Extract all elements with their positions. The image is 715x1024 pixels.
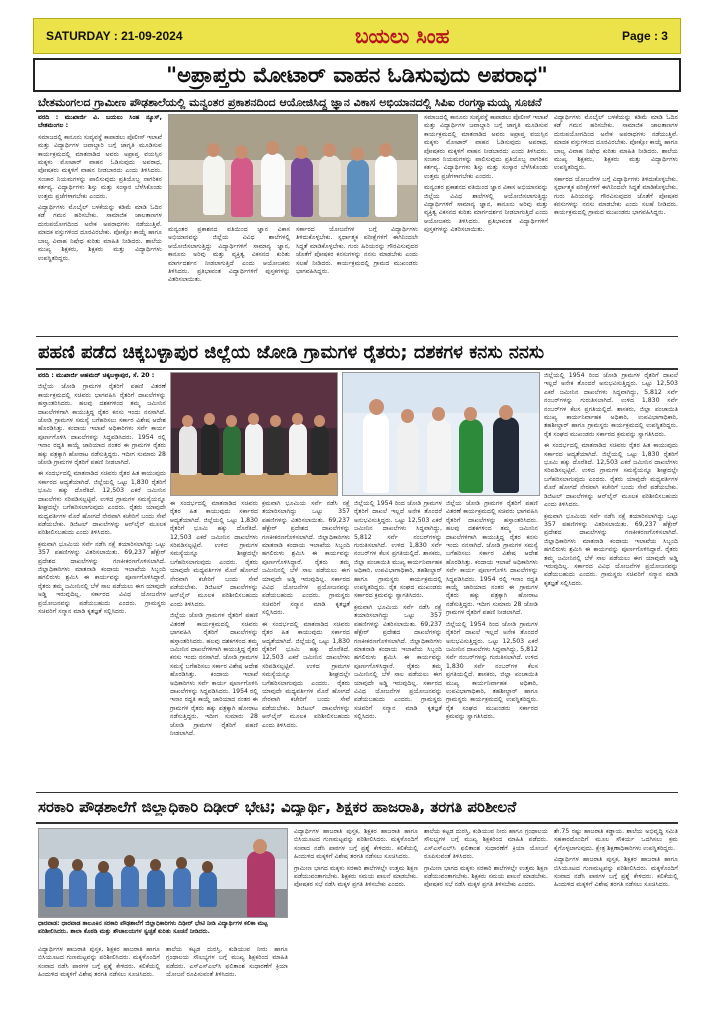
story3-text-1: ವಿದ್ಯಾರ್ಥಿಗಳ ಹಾಜರಾತಿ ಪುಸ್ತಕ, ಶಿಕ್ಷಕರ ಹಾಜರಾತಿ ಹಾಗೂ ಬಿಸಿಯೂಟದ ಗುಣಮಟ್ಟವನ್ನು ಪರಿಶೀಲಿಸಿದರು. ಮಕ್ಕಳೊಂದಿಗೆ ಸಂವಾದ ನಡೆಸಿ ಪಾಠಗಳ ಬಗ್ಗೆ ಪ್ರಶ್ನೆ ಕೇಳಿದರು. ಕಲಿಕೆಯಲ್ಲಿ ಹಿಂದುಳಿದ ಮಕ್ಕಳಿಗೆ ವಿಶೇಷ ತರಗತಿ ನಡೆಸಲು ಸೂಚಿಸಿದರು. — [38, 946, 160, 979]
story3-text-2: ಶಾಲೆಯ ಕಟ್ಟಡ ದುರಸ್ತಿ, ಕುಡಿಯುವ ನೀರು ಹಾಗೂ ಗ್ರಂಥಾಲಯ ಸೌಲಭ್ಯಗಳ ಬಗ್ಗೆ ಮುಖ್ಯ ಶಿಕ್ಷಕರಿಂದ ಮಾಹಿತಿ ಪಡೆದರು. ಎಸ್ಎಸ್ಎಲ್‌ಸಿ ಫಲಿತಾಂಶ ಸುಧಾರಣೆಗೆ ಕ್ರಿಯಾ ಯೋಜನೆ ರೂಪಿಸುವಂತೆ ತಿಳಿಸಿದರು. — [166, 946, 288, 979]
story3-rule — [36, 822, 678, 824]
story2-photo-2 — [342, 372, 540, 496]
story3-column-4 — [424, 828, 548, 1016]
story2-text-2: ಈ ಸಂದರ್ಭದಲ್ಲಿ ಮಾತನಾಡಿದ ಸಚಿವರು ರೈತರ ಹಿತ ಕಾಯುವುದು ಸರ್ಕಾರದ ಆದ್ಯತೆಯಾಗಿದೆ. ಜಿಲ್ಲೆಯಲ್ಲಿ ಒಟ್ಟು 1,830 ರೈತರಿಗೆ ಭೂಮಿ ಹಕ್ಕು ದೊರೆತಿದೆ. 12,503 ಎಕರೆ ಜಮೀನಿನ ದಾಖಲೆಗಳು ಸರಿಪಡಿಸಲ್ಪಟ್ಟಿವೆ. ಉಳಿದ ಗ್ರಾಮಗಳ ಸಮಸ್ಯೆಯನ್ನೂ ಶೀಘ್ರದಲ್ಲೇ ಬಗೆಹರಿಸಲಾಗುವುದು ಎಂದರು. ರೈತರು ಯಾವುದೇ ಮಧ್ಯವರ್ತಿಗಳ ಮೊರೆ ಹೋಗದೆ ನೇರವಾಗಿ ಕಚೇರಿಗೆ ಬಂದು ಸೇವೆ ಪಡೆಯಬೇಕು. ಡಿಜಿಟಲ್ ದಾಖಲೆಗಳನ್ನು ಆನ್‌ಲೈನ್ ಮೂಲಕ ಪರಿಶೀಲಿಸಬಹುದು ಎಂದು ತಿಳಿಸಿದರು. — [38, 470, 166, 537]
story1-column-2 — [168, 226, 290, 332]
story1-rule — [36, 110, 678, 112]
story3-caption: ಧಾರವಾಡ: ಧಾರವಾಡ ತಾಲೂಕಿನ ಸರಕಾರಿ ಪೌಢಶಾಲೆಗೆ ಜಿಲ್ಲಾಧಿಕಾರಿಗಳು ದಿಢೀರ್ ಭೇಟಿ ನೀಡಿ ವಿದ್ಯಾರ್ಥಿಗಳ ಕಲಿಕಾ ಮಟ್ಟ ಪರಿಶೀಲಿಸಿದರು. ಶಾಲಾ ಕೊಠಡಿ ಮತ್ತು ಶೌಚಾಲಯಗಳ ಸ್ವಚ್ಛತೆ ಕುರಿತು ಸೂಚನೆ ನೀಡಿದರು. — [38, 920, 268, 935]
story2-text-14: ಕ್ರಮವಾಗಿ ಭೂಮಿಯ ಸರ್ವೆ ನಡೆಸಿ ನಕ್ಷೆ ತಯಾರಿಸಲಾಗಿದ್ದು ಒಟ್ಟು 357 ಪಹಣಿಗಳನ್ನು ವಿತರಿಸಲಾಯಿತು. 69,237 ಹೆಕ್ಟೇರ್ ಪ್ರದೇಶದ ದಾಖಲೆಗಳನ್ನು ಗಣಕೀಕರಣಗೊಳಿಸಲಾಗಿದೆ. ಜಿಲ್ಲಾಧಿಕಾರಿಗಳು ಮಾತನಾಡಿ ಕಂದಾಯ ಇಲಾಖೆಯ ಸಿಬ್ಬಂದಿ ಹಗಲಿರುಳು ಶ್ರಮಿಸಿ ಈ ಕಾರ್ಯವನ್ನು ಪೂರ್ಣಗೊಳಿಸಿದ್ದಾರೆ. ರೈತರು ತಮ್ಮ ಜಮೀನಿನಲ್ಲಿ ಬೆಳೆ ಸಾಲ ಪಡೆಯಲು ಈಗ ಯಾವುದೇ ಅಡ್ಡಿ ಇರುವುದಿಲ್ಲ. ಸರ್ಕಾರದ ವಿವಿಧ ಯೋಜನೆಗಳ ಪ್ರಯೋಜನವನ್ನು ಪಡೆಯಬಹುದು ಎಂದರು. ಗ್ರಾಮಸ್ಥರು ಸಚಿವರಿಗೆ ಸನ್ಮಾನ ಮಾಡಿ ಕೃತಜ್ಞತೆ ಸಲ್ಲಿಸಿದರು. — [544, 512, 678, 587]
story2-byline: ವರದಿ : ಮುಖಾರ್ಜಿ ಆಹಮದ್ ಚಿಕ್ಕಬಳ್ಳಾಪುರ, ಸೆ. 20 : — [38, 372, 155, 379]
story1-text-4: ಸರ್ಕಾರದ ಯೋಜನೆಗಳ ಬಗ್ಗೆ ವಿದ್ಯಾರ್ಥಿಗಳು ತಿಳಿದುಕೊಳ್ಳಬೇಕು. ಸ್ಪರ್ಧಾತ್ಮಕ ಪರೀಕ್ಷೆಗಳಿಗೆ ಈಗಿನಿಂದಲೇ ಸಿದ್ಧತೆ ಮಾಡಿಕೊಳ್ಳಬೇಕು. ಗುರು ಹಿರಿಯರನ್ನು ಗೌರವಿಸುವುದರ ಜೊತೆಗೆ ಪೋಷಕರ ಕನಸುಗಳನ್ನು ನನಸು ಮಾಡಬೇಕು ಎಂದು ಸಲಹೆ ನೀಡಿದರು. ಕಾರ್ಯಕ್ರಮದಲ್ಲಿ ಗ್ರಾಮದ ಮುಖಂಡರು ಭಾಗವಹಿಸಿದ್ದರು. — [296, 226, 418, 276]
story3-text-4: ಗ್ರಾಮೀಣ ಭಾಗದ ಮಕ್ಕಳು ಸರಕಾರಿ ಶಾಲೆಗಳಲ್ಲೇ ಉತ್ತಮ ಶಿಕ್ಷಣ ಪಡೆಯುವಂತಾಗಬೇಕು. ಶಿಕ್ಷಕರು ಸಮಯ ಪಾಲನೆ ಮಾಡಬೇಕು. ಪೋಷಕರ ಸಭೆ ನಡೆಸಿ ಮಕ್ಕಳ ಪ್ರಗತಿ ತಿಳಿಸಬೇಕು ಎಂದರು. — [294, 864, 418, 889]
story3-column-1 — [38, 946, 160, 1016]
story1-column-4 — [424, 114, 548, 332]
story2-column-1 — [38, 372, 166, 788]
story1-byline: ವರದಿ : ಮುಖಾರ್ಜಿ ವಿ. ಬಯಲು ಸಿಂಹ ನ್ಯೂಸ್, ಬೇತಮಂಗಲ : — [38, 114, 162, 130]
story1-text-7: ವಿದ್ಯಾರ್ಥಿಗಳು ಮೊಬೈಲ್ ಬಳಕೆಯನ್ನು ಕಡಿಮೆ ಮಾಡಿ ಓದಿನ ಕಡೆ ಗಮನ ಹರಿಸಬೇಕು. ಸಾಮಾಜಿಕ ಜಾಲತಾಣಗಳ ದುರುಪಯೋಗದಿಂದ ಅನೇಕ ಅಪರಾಧಗಳು ನಡೆಯುತ್ತಿವೆ. ಮಾದಕ ವಸ್ತುಗಳಿಂದ ದೂರವಿರಬೇಕು. ಪೋಕ್ಸೋ ಕಾಯ್ದೆ ಹಾಗೂ ಬಾಲ್ಯ ವಿವಾಹ ನಿಷೇಧ ಕುರಿತು ಮಾಹಿತಿ ನೀಡಿದರು. ಶಾಲೆಯ ಮುಖ್ಯ ಶಿಕ್ಷಕರು, ಶಿಕ್ಷಕರು ಮತ್ತು ವಿದ್ಯಾರ್ಥಿಗಳು ಉಪಸ್ಥಿತರಿದ್ದರು. — [554, 114, 678, 172]
story2-text-6: ಕ್ರಮವಾಗಿ ಭೂಮಿಯ ಸರ್ವೆ ನಡೆಸಿ ನಕ್ಷೆ ತಯಾರಿಸಲಾಗಿದ್ದು ಒಟ್ಟು 357 ಪಹಣಿಗಳನ್ನು ವಿತರಿಸಲಾಯಿತು. 69,237 ಹೆಕ್ಟೇರ್ ಪ್ರದೇಶದ ದಾಖಲೆಗಳನ್ನು ಗಣಕೀಕರಣಗೊಳಿಸಲಾಗಿದೆ. ಜಿಲ್ಲಾಧಿಕಾರಿಗಳು ಮಾತನಾಡಿ ಕಂದಾಯ ಇಲಾಖೆಯ ಸಿಬ್ಬಂದಿ ಹಗಲಿರುಳು ಶ್ರಮಿಸಿ ಈ ಕಾರ್ಯವನ್ನು ಪೂರ್ಣಗೊಳಿಸಿದ್ದಾರೆ. ರೈತರು ತಮ್ಮ ಜಮೀನಿನಲ್ಲಿ ಬೆಳೆ ಸಾಲ ಪಡೆಯಲು ಈಗ ಯಾವುದೇ ಅಡ್ಡಿ ಇರುವುದಿಲ್ಲ. ಸರ್ಕಾರದ ವಿವಿಧ ಯೋಜನೆಗಳ ಪ್ರಯೋಜನವನ್ನು ಪಡೆಯಬಹುದು ಎಂದರು. ಗ್ರಾಮಸ್ಥರು ಸಚಿವರಿಗೆ ಸನ್ಮಾನ ಮಾಡಿ ಕೃತಜ್ಞತೆ ಸಲ್ಲಿಸಿದರು. — [262, 500, 350, 617]
story2-text-3: ಕ್ರಮವಾಗಿ ಭೂಮಿಯ ಸರ್ವೆ ನಡೆಸಿ ನಕ್ಷೆ ತಯಾರಿಸಲಾಗಿದ್ದು ಒಟ್ಟು 357 ಪಹಣಿಗಳನ್ನು ವಿತರಿಸಲಾಯಿತು. 69,237 ಹೆಕ್ಟೇರ್ ಪ್ರದೇಶದ ದಾಖಲೆಗಳನ್ನು ಗಣಕೀಕರಣಗೊಳಿಸಲಾಗಿದೆ. ಜಿಲ್ಲಾಧಿಕಾರಿಗಳು ಮಾತನಾಡಿ ಕಂದಾಯ ಇಲಾಖೆಯ ಸಿಬ್ಬಂದಿ ಹಗಲಿರುಳು ಶ್ರಮಿಸಿ ಈ ಕಾರ್ಯವನ್ನು ಪೂರ್ಣಗೊಳಿಸಿದ್ದಾರೆ. ರೈತರು ತಮ್ಮ ಜಮೀನಿನಲ್ಲಿ ಬೆಳೆ ಸಾಲ ಪಡೆಯಲು ಈಗ ಯಾವುದೇ ಅಡ್ಡಿ ಇರುವುದಿಲ್ಲ. ಸರ್ಕಾರದ ವಿವಿಧ ಯೋಜನೆಗಳ ಪ್ರಯೋಜನವನ್ನು ಪಡೆಯಬಹುದು ಎಂದರು. ಗ್ರಾಮಸ್ಥರು ಸಚಿವರಿಗೆ ಸನ್ಮಾನ ಮಾಡಿ ಕೃತಜ್ಞತೆ ಸಲ್ಲಿಸಿದರು. — [38, 540, 166, 615]
story2-text-5: ಜಿಲ್ಲೆಯ ಜೋಡಿ ಗ್ರಾಮಗಳ ರೈತರಿಗೆ ಪಹಣಿ ವಿತರಣೆ ಕಾರ್ಯಕ್ರಮದಲ್ಲಿ ಸಚಿವರು ಭಾಗವಹಿಸಿ ರೈತರಿಗೆ ದಾಖಲೆಗಳನ್ನು ಹಸ್ತಾಂತರಿಸಿದರು. ಹಲವು ದಶಕಗಳಿಂದ ತಮ್ಮ ಜಮೀನಿನ ದಾಖಲೆಗಳಿಗಾಗಿ ಕಾಯುತ್ತಿದ್ದ ರೈತರ ಕನಸು ಇಂದು ನನಸಾಗಿದೆ. ಜೋಡಿ ಗ್ರಾಮಗಳ ಸಮಸ್ಯೆ ಬಗೆಹರಿಸಲು ಸರ್ಕಾರ ವಿಶೇಷ ಆದೇಶ ಹೊರಡಿಸಿತ್ತು. ಕಂದಾಯ ಇಲಾಖೆ ಅಧಿಕಾರಿಗಳು ಸರ್ವೆ ಕಾರ್ಯ ಪೂರ್ಣಗೊಳಿಸಿ ದಾಖಲೆಗಳನ್ನು ಸಿದ್ಧಪಡಿಸಿದರು. 1954 ರಲ್ಲಿ ಇನಾಂ ರದ್ದತಿ ಕಾಯ್ದೆ ಜಾರಿಯಾದ ನಂತರ ಈ ಗ್ರಾಮಗಳ ರೈತರು ಹಕ್ಕು ಪತ್ರಕ್ಕಾಗಿ ಹೋರಾಟ ನಡೆಸುತ್ತಿದ್ದರು. ಇದೀಗ ಸುಮಾರು 28 ಜೋಡಿ ಗ್ರಾಮಗಳ ರೈತರಿಗೆ ಪಹಣಿ ನೀಡಲಾಗಿದೆ. — [170, 612, 258, 737]
issue-date: SATURDAY : 21-09-2024 — [46, 29, 183, 43]
story1-text-5: ಸಮಾಜದಲ್ಲಿ ಕಾನೂನು ಸುವ್ಯವಸ್ಥೆ ಕಾಪಾಡಲು ಪೊಲೀಸ್ ಇಲಾಖೆ ಮತ್ತು ವಿದ್ಯಾರ್ಥಿಗಳ ಜವಾಬ್ದಾರಿ ಬಗ್ಗೆ ಜಾಗೃತಿ ಮೂಡಿಸುವ ಕಾರ್ಯಕ್ರಮದಲ್ಲಿ ಮಾತನಾಡಿದ ಅವರು ಅಪ್ರಾಪ್ತ ವಯಸ್ಸಿನ ಮಕ್ಕಳು ಮೋಟಾರ್ ವಾಹನ ಓಡಿಸುವುದು ಅಪರಾಧ, ಪೋಷಕರು ಮಕ್ಕಳಿಗೆ ವಾಹನ ನೀಡಬಾರದು ಎಂದು ತಿಳಿಸಿದರು. ಸಂಚಾರ ನಿಯಮಗಳನ್ನು ಪಾಲಿಸುವುದು ಪ್ರತಿಯೊಬ್ಬ ನಾಗರಿಕನ ಕರ್ತವ್ಯ. ವಿದ್ಯಾರ್ಥಿಗಳು ಶಿಸ್ತು ಮತ್ತು ಸಂಸ್ಕಾರ ಬೆಳೆಸಿಕೊಂಡು ಉತ್ತಮ ಪ್ರಜೆಗಳಾಗಬೇಕು ಎಂದರು. — [424, 114, 548, 180]
story1-text-8: ಸರ್ಕಾರದ ಯೋಜನೆಗಳ ಬಗ್ಗೆ ವಿದ್ಯಾರ್ಥಿಗಳು ತಿಳಿದುಕೊಳ್ಳಬೇಕು. ಸ್ಪರ್ಧಾತ್ಮಕ ಪರೀಕ್ಷೆಗಳಿಗೆ ಈಗಿನಿಂದಲೇ ಸಿದ್ಧತೆ ಮಾಡಿಕೊಳ್ಳಬೇಕು. ಗುರು ಹಿರಿಯರನ್ನು ಗೌರವಿಸುವುದರ ಜೊತೆಗೆ ಪೋಷಕರ ಕನಸುಗಳನ್ನು ನನಸು ಮಾಡಬೇಕು ಎಂದು ಸಲಹೆ ನೀಡಿದರು. ಕಾರ್ಯಕ್ರಮದಲ್ಲಿ ಗ್ರಾಮದ ಮುಖಂಡರು ಭಾಗವಹಿಸಿದ್ದರು. — [554, 175, 678, 217]
story1-text-3: ಮನ್ವಂತರ ಪ್ರಕಾಶನದ ವತಿಯಿಂದ ಜ್ಞಾನ ವಿಕಾಸ ಅಭಿಯಾನವನ್ನು ಜಿಲ್ಲೆಯ ವಿವಿಧ ಶಾಲೆಗಳಲ್ಲಿ ಆಯೋಜಿಸಲಾಗುತ್ತಿದ್ದು ವಿದ್ಯಾರ್ಥಿಗಳಿಗೆ ಸಾಮಾನ್ಯ ಜ್ಞಾನ, ಕಾನೂನು ಅರಿವು ಮತ್ತು ವ್ಯಕ್ತಿತ್ವ ವಿಕಸನದ ಕುರಿತು ಮಾರ್ಗದರ್ಶನ ನೀಡಲಾಗುತ್ತಿದೆ ಎಂದು ಆಯೋಜಕರು ತಿಳಿಸಿದರು. ಪ್ರತಿಭಾವಂತ ವಿದ್ಯಾರ್ಥಿಗಳಿಗೆ ಪುಸ್ತಕಗಳನ್ನು ವಿತರಿಸಲಾಯಿತು. — [168, 226, 290, 284]
story3-text-3: ವಿದ್ಯಾರ್ಥಿಗಳ ಹಾಜರಾತಿ ಪುಸ್ತಕ, ಶಿಕ್ಷಕರ ಹಾಜರಾತಿ ಹಾಗೂ ಬಿಸಿಯೂಟದ ಗುಣಮಟ್ಟವನ್ನು ಪರಿಶೀಲಿಸಿದರು. ಮಕ್ಕಳೊಂದಿಗೆ ಸಂವಾದ ನಡೆಸಿ ಪಾಠಗಳ ಬಗ್ಗೆ ಪ್ರಶ್ನೆ ಕೇಳಿದರು. ಕಲಿಕೆಯಲ್ಲಿ ಹಿಂದುಳಿದ ಮಕ್ಕಳಿಗೆ ವಿಶೇಷ ತರಗತಿ ನಡೆಸಲು ಸೂಚಿಸಿದರು. — [294, 828, 418, 861]
story1-text-1: ಸಮಾಜದಲ್ಲಿ ಕಾನೂನು ಸುವ್ಯವಸ್ಥೆ ಕಾಪಾಡಲು ಪೊಲೀಸ್ ಇಲಾಖೆ ಮತ್ತು ವಿದ್ಯಾರ್ಥಿಗಳ ಜವಾಬ್ದಾರಿ ಬಗ್ಗೆ ಜಾಗೃತಿ ಮೂಡಿಸುವ ಕಾರ್ಯಕ್ರಮದಲ್ಲಿ ಮಾತನಾಡಿದ ಅವರು ಅಪ್ರಾಪ್ತ ವಯಸ್ಸಿನ ಮಕ್ಕಳು ಮೋಟಾರ್ ವಾಹನ ಓಡಿಸುವುದು ಅಪರಾಧ, ಪೋಷಕರು ಮಕ್ಕಳಿಗೆ ವಾಹನ ನೀಡಬಾರದು ಎಂದು ತಿಳಿಸಿದರು. ಸಂಚಾರ ನಿಯಮಗಳನ್ನು ಪಾಲಿಸುವುದು ಪ್ರತಿಯೊಬ್ಬ ನಾಗರಿಕನ ಕರ್ತವ್ಯ. ವಿದ್ಯಾರ್ಥಿಗಳು ಶಿಸ್ತು ಮತ್ತು ಸಂಸ್ಕಾರ ಬೆಳೆಸಿಕೊಂಡು ಉತ್ತಮ ಪ್ರಜೆಗಳಾಗಬೇಕು ಎಂದರು. — [38, 133, 162, 200]
story1-text-6: ಮನ್ವಂತರ ಪ್ರಕಾಶನದ ವತಿಯಿಂದ ಜ್ಞಾನ ವಿಕಾಸ ಅಭಿಯಾನವನ್ನು ಜಿಲ್ಲೆಯ ವಿವಿಧ ಶಾಲೆಗಳಲ್ಲಿ ಆಯೋಜಿಸಲಾಗುತ್ತಿದ್ದು ವಿದ್ಯಾರ್ಥಿಗಳಿಗೆ ಸಾಮಾನ್ಯ ಜ್ಞಾನ, ಕಾನೂನು ಅರಿವು ಮತ್ತು ವ್ಯಕ್ತಿತ್ವ ವಿಕಸನದ ಕುರಿತು ಮಾರ್ಗದರ್ಶನ ನೀಡಲಾಗುತ್ತಿದೆ ಎಂದು ಆಯೋಜಕರು ತಿಳಿಸಿದರು. ಪ್ರತಿಭಾವಂತ ವಿದ್ಯಾರ್ಥಿಗಳಿಗೆ ಪುಸ್ತಕಗಳನ್ನು ವಿತರಿಸಲಾಯಿತು. — [424, 184, 548, 234]
story2-headline: ಪಹಣಿ ಪಡೆದ ಚಿಕ್ಕಬಳ್ಳಾಪುರ ಜಿಲ್ಲೆಯ ಜೋಡಿ ಗ್ರಾಮಗಳ ರೈತರು; ದಶಕಗಳ ಕನಸು ನನಸು — [38, 342, 545, 363]
divider-1 — [36, 336, 678, 337]
story1-photo — [168, 114, 418, 222]
story1-headline: "ಅಪ್ರಾಪ್ತರು ಮೋಟಾರ್ ವಾಹನ ಓಡಿಸುವುದು ಅಪರಾಧ" — [166, 62, 548, 87]
story2-text-9: ಕ್ರಮವಾಗಿ ಭೂಮಿಯ ಸರ್ವೆ ನಡೆಸಿ ನಕ್ಷೆ ತಯಾರಿಸಲಾಗಿದ್ದು ಒಟ್ಟು 357 ಪಹಣಿಗಳನ್ನು ವಿತರಿಸಲಾಯಿತು. 69,237 ಹೆಕ್ಟೇರ್ ಪ್ರದೇಶದ ದಾಖಲೆಗಳನ್ನು ಗಣಕೀಕರಣಗೊಳಿಸಲಾಗಿದೆ. ಜಿಲ್ಲಾಧಿಕಾರಿಗಳು ಮಾತನಾಡಿ ಕಂದಾಯ ಇಲಾಖೆಯ ಸಿಬ್ಬಂದಿ ಹಗಲಿರುಳು ಶ್ರಮಿಸಿ ಈ ಕಾರ್ಯವನ್ನು ಪೂರ್ಣಗೊಳಿಸಿದ್ದಾರೆ. ರೈತರು ತಮ್ಮ ಜಮೀನಿನಲ್ಲಿ ಬೆಳೆ ಸಾಲ ಪಡೆಯಲು ಈಗ ಯಾವುದೇ ಅಡ್ಡಿ ಇರುವುದಿಲ್ಲ. ಸರ್ಕಾರದ ವಿವಿಧ ಯೋಜನೆಗಳ ಪ್ರಯೋಜನವನ್ನು ಪಡೆಯಬಹುದು ಎಂದರು. ಗ್ರಾಮಸ್ಥರು ಸಚಿವರಿಗೆ ಸನ್ಮಾನ ಮಾಡಿ ಕೃತಜ್ಞತೆ ಸಲ್ಲಿಸಿದರು. — [354, 603, 442, 721]
story3-headline: ಸರಕಾರಿ ಪೌಢಶಾಲೆಗೆ ಜಿಲ್ಲಾಧಿಕಾರಿ ದಿಢೀರ್ ಭೇಟಿ; ವಿದ್ಯಾರ್ಥಿ, ಶಿಕ್ಷಕರ ಹಾಜರಾತಿ, ತರಗತಿ ಪರಿಶೀಲನೆ — [38, 798, 517, 816]
story2-text-13: ಈ ಸಂದರ್ಭದಲ್ಲಿ ಮಾತನಾಡಿದ ಸಚಿವರು ರೈತರ ಹಿತ ಕಾಯುವುದು ಸರ್ಕಾರದ ಆದ್ಯತೆಯಾಗಿದೆ. ಜಿಲ್ಲೆಯಲ್ಲಿ ಒಟ್ಟು 1,830 ರೈತರಿಗೆ ಭೂಮಿ ಹಕ್ಕು ದೊರೆತಿದೆ. 12,503 ಎಕರೆ ಜಮೀನಿನ ದಾಖಲೆಗಳು ಸರಿಪಡಿಸಲ್ಪಟ್ಟಿವೆ. ಉಳಿದ ಗ್ರಾಮಗಳ ಸಮಸ್ಯೆಯನ್ನೂ ಶೀಘ್ರದಲ್ಲೇ ಬಗೆಹರಿಸಲಾಗುವುದು ಎಂದರು. ರೈತರು ಯಾವುದೇ ಮಧ್ಯವರ್ತಿಗಳ ಮೊರೆ ಹೋಗದೆ ನೇರವಾಗಿ ಕಚೇರಿಗೆ ಬಂದು ಸೇವೆ ಪಡೆಯಬೇಕು. ಡಿಜಿಟಲ್ ದಾಖಲೆಗಳನ್ನು ಆನ್‌ಲೈನ್ ಮೂಲಕ ಪರಿಶೀಲಿಸಬಹುದು ಎಂದು ತಿಳಿಸಿದರು. — [544, 442, 678, 509]
page-number: Page : 3 — [621, 29, 668, 43]
story2-text-7: ಈ ಸಂದರ್ಭದಲ್ಲಿ ಮಾತನಾಡಿದ ಸಚಿವರು ರೈತರ ಹಿತ ಕಾಯುವುದು ಸರ್ಕಾರದ ಆದ್ಯತೆಯಾಗಿದೆ. ಜಿಲ್ಲೆಯಲ್ಲಿ ಒಟ್ಟು 1,830 ರೈತರಿಗೆ ಭೂಮಿ ಹಕ್ಕು ದೊರೆತಿದೆ. 12,503 ಎಕರೆ ಜಮೀನಿನ ದಾಖಲೆಗಳು ಸರಿಪಡಿಸಲ್ಪಟ್ಟಿವೆ. ಉಳಿದ ಗ್ರಾಮಗಳ ಸಮಸ್ಯೆಯನ್ನೂ ಶೀಘ್ರದಲ್ಲೇ ಬಗೆಹರಿಸಲಾಗುವುದು ಎಂದರು. ರೈತರು ಯಾವುದೇ ಮಧ್ಯವರ್ತಿಗಳ ಮೊರೆ ಹೋಗದೆ ನೇರವಾಗಿ ಕಚೇರಿಗೆ ಬಂದು ಸೇವೆ ಪಡೆಯಬೇಕು. ಡಿಜಿಟಲ್ ದಾಖಲೆಗಳನ್ನು ಆನ್‌ಲೈನ್ ಮೂಲಕ ಪರಿಶೀಲಿಸಬಹುದು ಎಂದು ತಿಳಿಸಿದರು. — [262, 620, 350, 729]
story2-text-12: ಜಿಲ್ಲೆಯಲ್ಲಿ 1954 ರಿಂದ ಜೋಡಿ ಗ್ರಾಮಗಳ ರೈತರಿಗೆ ದಾಖಲೆ ಇಲ್ಲದೆ ಅನೇಕ ತೊಂದರೆ ಅನುಭವಿಸುತ್ತಿದ್ದರು. ಒಟ್ಟು 12,503 ಎಕರೆ ಜಮೀನಿನ ದಾಖಲೆಗಳು ಸಿದ್ಧವಾಗಿದ್ದು, 5,812 ಸರ್ವೆ ನಂಬರ್‌ಗಳನ್ನು ಗುರುತಿಸಲಾಗಿದೆ. ಉಳಿದ 1,830 ಸರ್ವೆ ನಂಬರ್‌ಗಳ ಕೆಲಸ ಪ್ರಗತಿಯಲ್ಲಿದೆ. ಶಾಸಕರು, ಜಿಲ್ಲಾ ಪಂಚಾಯಿತಿ ಮುಖ್ಯ ಕಾರ್ಯನಿರ್ವಾಹಕ ಅಧಿಕಾರಿ, ಉಪವಿಭಾಗಾಧಿಕಾರಿ, ತಹಶೀಲ್ದಾರ್ ಹಾಗೂ ಗ್ರಾಮಸ್ಥರು ಕಾರ್ಯಕ್ರಮದಲ್ಲಿ ಉಪಸ್ಥಿತರಿದ್ದರು. ರೈತ ಸಂಘದ ಮುಖಂಡರು ಸರ್ಕಾರದ ಕ್ರಮವನ್ನು ಸ್ವಾಗತಿಸಿದರು. — [544, 372, 678, 438]
story2-rule — [36, 368, 678, 370]
story2-column-3 — [262, 500, 350, 788]
story1-column-1 — [38, 114, 162, 332]
story2-text-8: ಜಿಲ್ಲೆಯಲ್ಲಿ 1954 ರಿಂದ ಜೋಡಿ ಗ್ರಾಮಗಳ ರೈತರಿಗೆ ದಾಖಲೆ ಇಲ್ಲದೆ ಅನೇಕ ತೊಂದರೆ ಅನುಭವಿಸುತ್ತಿದ್ದರು. ಒಟ್ಟು 12,503 ಎಕರೆ ಜಮೀನಿನ ದಾಖಲೆಗಳು ಸಿದ್ಧವಾಗಿದ್ದು, 5,812 ಸರ್ವೆ ನಂಬರ್‌ಗಳನ್ನು ಗುರುತಿಸಲಾಗಿದೆ. ಉಳಿದ 1,830 ಸರ್ವೆ ನಂಬರ್‌ಗಳ ಕೆಲಸ ಪ್ರಗತಿಯಲ್ಲಿದೆ. ಶಾಸಕರು, ಜಿಲ್ಲಾ ಪಂಚಾಯಿತಿ ಮುಖ್ಯ ಕಾರ್ಯನಿರ್ವಾಹಕ ಅಧಿಕಾರಿ, ಉಪವಿಭಾಗಾಧಿಕಾರಿ, ತಹಶೀಲ್ದಾರ್ ಹಾಗೂ ಗ್ರಾಮಸ್ಥರು ಕಾರ್ಯಕ್ರಮದಲ್ಲಿ ಉಪಸ್ಥಿತರಿದ್ದರು. ರೈತ ಸಂಘದ ಮುಖಂಡರು ಸರ್ಕಾರದ ಕ್ರಮವನ್ನು ಸ್ವಾಗತಿಸಿದರು. — [354, 500, 442, 600]
story2-column-4 — [354, 500, 442, 788]
masthead — [33, 18, 681, 54]
story3-text-6: ಗ್ರಾಮೀಣ ಭಾಗದ ಮಕ್ಕಳು ಸರಕಾರಿ ಶಾಲೆಗಳಲ್ಲೇ ಉತ್ತಮ ಶಿಕ್ಷಣ ಪಡೆಯುವಂತಾಗಬೇಕು. ಶಿಕ್ಷಕರು ಸಮಯ ಪಾಲನೆ ಮಾಡಬೇಕು. ಪೋಷಕರ ಸಭೆ ನಡೆಸಿ ಮಕ್ಕಳ ಪ್ರಗತಿ ತಿಳಿಸಬೇಕು ಎಂದರು. — [424, 864, 548, 889]
story2-text-10: ಜಿಲ್ಲೆಯ ಜೋಡಿ ಗ್ರಾಮಗಳ ರೈತರಿಗೆ ಪಹಣಿ ವಿತರಣೆ ಕಾರ್ಯಕ್ರಮದಲ್ಲಿ ಸಚಿವರು ಭಾಗವಹಿಸಿ ರೈತರಿಗೆ ದಾಖಲೆಗಳನ್ನು ಹಸ್ತಾಂತರಿಸಿದರು. ಹಲವು ದಶಕಗಳಿಂದ ತಮ್ಮ ಜಮೀನಿನ ದಾಖಲೆಗಳಿಗಾಗಿ ಕಾಯುತ್ತಿದ್ದ ರೈತರ ಕನಸು ಇಂದು ನನಸಾಗಿದೆ. ಜೋಡಿ ಗ್ರಾಮಗಳ ಸಮಸ್ಯೆ ಬಗೆಹರಿಸಲು ಸರ್ಕಾರ ವಿಶೇಷ ಆದೇಶ ಹೊರಡಿಸಿತ್ತು. ಕಂದಾಯ ಇಲಾಖೆ ಅಧಿಕಾರಿಗಳು ಸರ್ವೆ ಕಾರ್ಯ ಪೂರ್ಣಗೊಳಿಸಿ ದಾಖಲೆಗಳನ್ನು ಸಿದ್ಧಪಡಿಸಿದರು. 1954 ರಲ್ಲಿ ಇನಾಂ ರದ್ದತಿ ಕಾಯ್ದೆ ಜಾರಿಯಾದ ನಂತರ ಈ ಗ್ರಾಮಗಳ ರೈತರು ಹಕ್ಕು ಪತ್ರಕ್ಕಾಗಿ ಹೋರಾಟ ನಡೆಸುತ್ತಿದ್ದರು. ಇದೀಗ ಸುಮಾರು 28 ಜೋಡಿ ಗ್ರಾಮಗಳ ರೈತರಿಗೆ ಪಹಣಿ ನೀಡಲಾಗಿದೆ. — [446, 500, 538, 617]
story1-subhead: ಬೇತಮಂಗಲದ ಗ್ರಾಮೀಣ ಪೌಢಶಾಲೆಯಲ್ಲಿ ಮನ್ವಂತರ ಪ್ರಕಾಶನದಿಂದ ಆಯೋಜಿಸಿದ್ದ ಜ್ಞಾನ ವಿಕಾಸ ಅಭಿಯಾನದಲ್ಲಿ ಸಿಪಿಐ ರಂಗಸ್ವಾಮಯ್ಯ ಸೂಚನೆ — [38, 96, 542, 109]
story3-photo — [38, 828, 288, 918]
story3-column-3 — [294, 828, 418, 1016]
story1-banner — [33, 58, 681, 92]
story1-column-3 — [296, 226, 418, 332]
story2-column-2 — [170, 500, 258, 788]
story2-text-4: ಈ ಸಂದರ್ಭದಲ್ಲಿ ಮಾತನಾಡಿದ ಸಚಿವರು ರೈತರ ಹಿತ ಕಾಯುವುದು ಸರ್ಕಾರದ ಆದ್ಯತೆಯಾಗಿದೆ. ಜಿಲ್ಲೆಯಲ್ಲಿ ಒಟ್ಟು 1,830 ರೈತರಿಗೆ ಭೂಮಿ ಹಕ್ಕು ದೊರೆತಿದೆ. 12,503 ಎಕರೆ ಜಮೀನಿನ ದಾಖಲೆಗಳು ಸರಿಪಡಿಸಲ್ಪಟ್ಟಿವೆ. ಉಳಿದ ಗ್ರಾಮಗಳ ಸಮಸ್ಯೆಯನ್ನೂ ಶೀಘ್ರದಲ್ಲೇ ಬಗೆಹರಿಸಲಾಗುವುದು ಎಂದರು. ರೈತರು ಯಾವುದೇ ಮಧ್ಯವರ್ತಿಗಳ ಮೊರೆ ಹೋಗದೆ ನೇರವಾಗಿ ಕಚೇರಿಗೆ ಬಂದು ಸೇವೆ ಪಡೆಯಬೇಕು. ಡಿಜಿಟಲ್ ದಾಖಲೆಗಳನ್ನು ಆನ್‌ಲೈನ್ ಮೂಲಕ ಪರಿಶೀಲಿಸಬಹುದು ಎಂದು ತಿಳಿಸಿದರು. — [170, 500, 258, 608]
story3-column-2 — [166, 946, 288, 1016]
divider-2 — [36, 792, 678, 793]
paper-name: ಬಯಲು ಸಿಂಹ — [354, 24, 450, 48]
story2-text-11: ಜಿಲ್ಲೆಯಲ್ಲಿ 1954 ರಿಂದ ಜೋಡಿ ಗ್ರಾಮಗಳ ರೈತರಿಗೆ ದಾಖಲೆ ಇಲ್ಲದೆ ಅನೇಕ ತೊಂದರೆ ಅನುಭವಿಸುತ್ತಿದ್ದರು. ಒಟ್ಟು 12,503 ಎಕರೆ ಜಮೀನಿನ ದಾಖಲೆಗಳು ಸಿದ್ಧವಾಗಿದ್ದು, 5,812 ಸರ್ವೆ ನಂಬರ್‌ಗಳನ್ನು ಗುರುತಿಸಲಾಗಿದೆ. ಉಳಿದ 1,830 ಸರ್ವೆ ನಂಬರ್‌ಗಳ ಕೆಲಸ ಪ್ರಗತಿಯಲ್ಲಿದೆ. ಶಾಸಕರು, ಜಿಲ್ಲಾ ಪಂಚಾಯಿತಿ ಮುಖ್ಯ ಕಾರ್ಯನಿರ್ವಾಹಕ ಅಧಿಕಾರಿ, ಉಪವಿಭಾಗಾಧಿಕಾರಿ, ತಹಶೀಲ್ದಾರ್ ಹಾಗೂ ಗ್ರಾಮಸ್ಥರು ಕಾರ್ಯಕ್ರಮದಲ್ಲಿ ಉಪಸ್ಥಿತರಿದ್ದರು. ರೈತ ಸಂಘದ ಮುಖಂಡರು ಸರ್ಕಾರದ ಕ್ರಮವನ್ನು ಸ್ವಾಗತಿಸಿದರು. — [446, 620, 538, 721]
story1-column-5 — [554, 114, 678, 332]
story1-text-2: ವಿದ್ಯಾರ್ಥಿಗಳು ಮೊಬೈಲ್ ಬಳಕೆಯನ್ನು ಕಡಿಮೆ ಮಾಡಿ ಓದಿನ ಕಡೆ ಗಮನ ಹರಿಸಬೇಕು. ಸಾಮಾಜಿಕ ಜಾಲತಾಣಗಳ ದುರುಪಯೋಗದಿಂದ ಅನೇಕ ಅಪರಾಧಗಳು ನಡೆಯುತ್ತಿವೆ. ಮಾದಕ ವಸ್ತುಗಳಿಂದ ದೂರವಿರಬೇಕು. ಪೋಕ್ಸೋ ಕಾಯ್ದೆ ಹಾಗೂ ಬಾಲ್ಯ ವಿವಾಹ ನಿಷೇಧ ಕುರಿತು ಮಾಹಿತಿ ನೀಡಿದರು. ಶಾಲೆಯ ಮುಖ್ಯ ಶಿಕ್ಷಕರು, ಶಿಕ್ಷಕರು ಮತ್ತು ವಿದ್ಯಾರ್ಥಿಗಳು ಉಪಸ್ಥಿತರಿದ್ದರು. — [38, 204, 162, 262]
story2-column-6 — [544, 372, 678, 788]
story2-text-1: ಜಿಲ್ಲೆಯ ಜೋಡಿ ಗ್ರಾಮಗಳ ರೈತರಿಗೆ ಪಹಣಿ ವಿತರಣೆ ಕಾರ್ಯಕ್ರಮದಲ್ಲಿ ಸಚಿವರು ಭಾಗವಹಿಸಿ ರೈತರಿಗೆ ದಾಖಲೆಗಳನ್ನು ಹಸ್ತಾಂತರಿಸಿದರು. ಹಲವು ದಶಕಗಳಿಂದ ತಮ್ಮ ಜಮೀನಿನ ದಾಖಲೆಗಳಿಗಾಗಿ ಕಾಯುತ್ತಿದ್ದ ರೈತರ ಕನಸು ಇಂದು ನನಸಾಗಿದೆ. ಜೋಡಿ ಗ್ರಾಮಗಳ ಸಮಸ್ಯೆ ಬಗೆಹರಿಸಲು ಸರ್ಕಾರ ವಿಶೇಷ ಆದೇಶ ಹೊರಡಿಸಿತ್ತು. ಕಂದಾಯ ಇಲಾಖೆ ಅಧಿಕಾರಿಗಳು ಸರ್ವೆ ಕಾರ್ಯ ಪೂರ್ಣಗೊಳಿಸಿ ದಾಖಲೆಗಳನ್ನು ಸಿದ್ಧಪಡಿಸಿದರು. 1954 ರಲ್ಲಿ ಇನಾಂ ರದ್ದತಿ ಕಾಯ್ದೆ ಜಾರಿಯಾದ ನಂತರ ಈ ಗ್ರಾಮಗಳ ರೈತರು ಹಕ್ಕು ಪತ್ರಕ್ಕಾಗಿ ಹೋರಾಟ ನಡೆಸುತ್ತಿದ್ದರು. ಇದೀಗ ಸುಮಾರು 28 ಜೋಡಿ ಗ್ರಾಮಗಳ ರೈತರಿಗೆ ಪಹಣಿ ನೀಡಲಾಗಿದೆ. — [38, 383, 166, 467]
story3-text-8: ವಿದ್ಯಾರ್ಥಿಗಳ ಹಾಜರಾತಿ ಪುಸ್ತಕ, ಶಿಕ್ಷಕರ ಹಾಜರಾತಿ ಹಾಗೂ ಬಿಸಿಯೂಟದ ಗುಣಮಟ್ಟವನ್ನು ಪರಿಶೀಲಿಸಿದರು. ಮಕ್ಕಳೊಂದಿಗೆ ಸಂವಾದ ನಡೆಸಿ ಪಾಠಗಳ ಬಗ್ಗೆ ಪ್ರಶ್ನೆ ಕೇಳಿದರು. ಕಲಿಕೆಯಲ್ಲಿ ಹಿಂದುಳಿದ ಮಕ್ಕಳಿಗೆ ವಿಶೇಷ ತರಗತಿ ನಡೆಸಲು ಸೂಚಿಸಿದರು. — [554, 856, 678, 889]
story3-text-7: ಶೇ.75 ರಷ್ಟು ಹಾಜರಾತಿ ಕಡ್ಡಾಯ. ಶಾಲೆಯ ಅಭಿವೃದ್ಧಿ ಸಮಿತಿ ಸಹಕಾರದೊಂದಿಗೆ ಮೂಲ ಸೌಕರ್ಯ ಒದಗಿಸಲು ಕ್ರಮ ಕೈಗೊಳ್ಳಲಾಗುವುದು. ಕ್ಷೇತ್ರ ಶಿಕ್ಷಣಾಧಿಕಾರಿಗಳು ಉಪಸ್ಥಿತರಿದ್ದರು. — [554, 828, 678, 852]
story3-column-5 — [554, 828, 678, 1016]
story2-photo-1 — [170, 372, 338, 496]
story2-column-5 — [446, 500, 538, 788]
story3-text-5: ಶಾಲೆಯ ಕಟ್ಟಡ ದುರಸ್ತಿ, ಕುಡಿಯುವ ನೀರು ಹಾಗೂ ಗ್ರಂಥಾಲಯ ಸೌಲಭ್ಯಗಳ ಬಗ್ಗೆ ಮುಖ್ಯ ಶಿಕ್ಷಕರಿಂದ ಮಾಹಿತಿ ಪಡೆದರು. ಎಸ್ಎಸ್ಎಲ್‌ಸಿ ಫಲಿತಾಂಶ ಸುಧಾರಣೆಗೆ ಕ್ರಿಯಾ ಯೋಜನೆ ರೂಪಿಸುವಂತೆ ತಿಳಿಸಿದರು. — [424, 828, 548, 861]
